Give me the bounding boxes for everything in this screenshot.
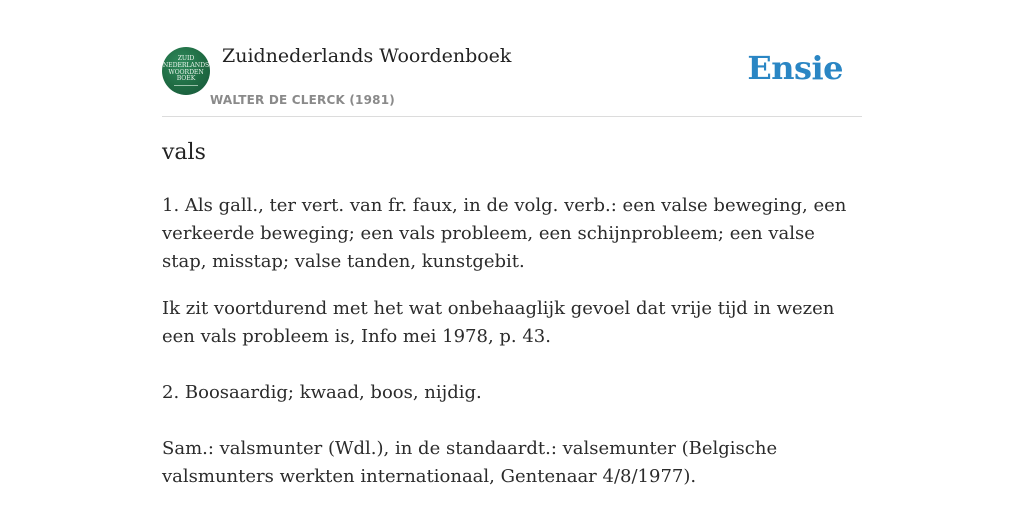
header bbox=[162, 0, 862, 117]
definition-paragraph: 1. Als gall., ter vert. van fr. faux, in de volg. verb.: een valse beweging, een verkeerde beweging; een vals probleem, een schijnprobleem; een valse stap, misstap; valse tanden, kunstgebit. bbox=[162, 195, 847, 272]
logo-line: ZUID bbox=[177, 55, 195, 63]
dictionary-author: WALTER DE CLERCK (1981) bbox=[210, 93, 395, 107]
page bbox=[162, 0, 862, 487]
logo-line: NEDERLANDS bbox=[162, 61, 210, 69]
logo-line: BOEK bbox=[176, 75, 196, 83]
citation-paragraph: Ik zit voortdurend met het wat onbehaaglijk gevoel dat vrije tijd in wezen een vals probleem is, Info mei 1978, p. 43. bbox=[162, 298, 835, 347]
brand-logo[interactable]: Ensie bbox=[747, 49, 843, 87]
compound-paragraph: Sam.: valsmunter (Wdl.), in de standaardt.: valsemunter (Belgische valsmunters werkten internationaal, Gentenaar 4/8/1977). bbox=[162, 438, 778, 487]
definition-paragraph: 2. Boosaardig; kwaad, boos, nijdig. bbox=[162, 382, 482, 403]
dictionary-logo[interactable] bbox=[162, 47, 210, 95]
logo-line: WOORDEN bbox=[168, 68, 204, 76]
dictionary-title[interactable]: Zuidnederlands Woordenboek bbox=[222, 45, 512, 67]
logo-rule bbox=[174, 85, 198, 86]
headword: vals bbox=[162, 140, 206, 165]
